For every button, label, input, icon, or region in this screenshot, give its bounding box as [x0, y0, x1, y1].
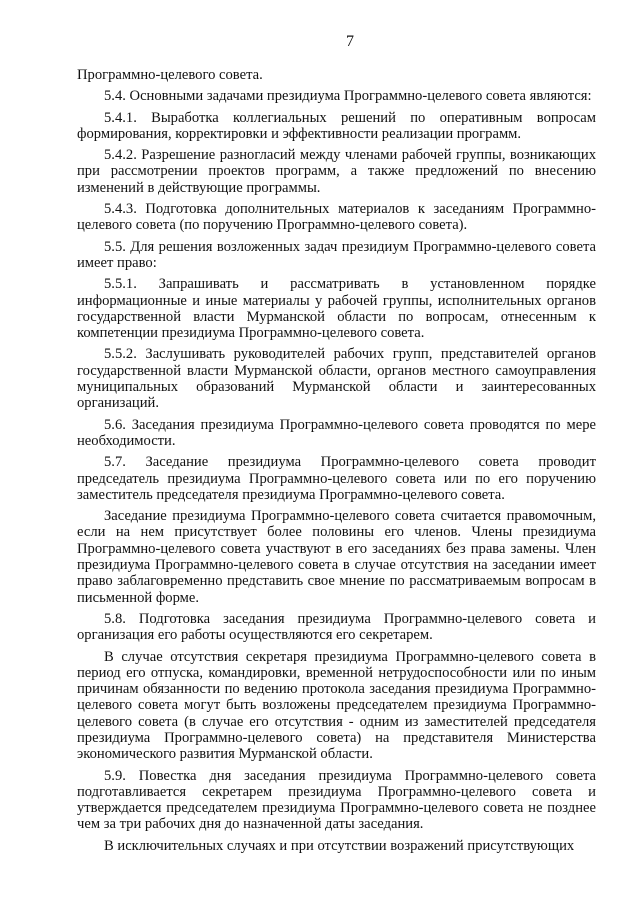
paragraph-continuation: Программно-целевого совета.: [77, 67, 263, 83]
document-body: [77, 67, 596, 854]
paragraph-5-6: 5.6. Заседания президиума Программно-целевого совета проводятся по мере необходимости.: [77, 416, 596, 449]
page-number: 7: [346, 33, 354, 50]
paragraph-5-4-2: 5.4.2. Разрешение разногласий между членами рабочей группы, возникающих при рассмотрении проектов программ, а также предложений по внесению изменений в действующие программы.: [77, 147, 596, 196]
paragraph-5-7: 5.7. Заседание президиума Программно-целевого совета проводит председатель президиума Программно-целевого совета или по его поручению заместитель председателя президиума Программно-целевого совета.: [77, 454, 596, 503]
paragraph-5-4-3: 5.4.3. Подготовка дополнительных материалов к заседаниям Программно-целевого совета (по поручению Программно-целевого совета).: [77, 201, 596, 234]
paragraph-5-5-2: 5.5.2. Заслушивать руководителей рабочих групп, представителей органов государственной власти Мурманской области, органов местного самоуправления муниципальных образований Мурманской области и заинтересованных организаций.: [77, 346, 596, 412]
paragraph-5-5-1: 5.5.1. Запрашивать и рассматривать в установленном порядке информационные и иные материалы у рабочей группы, исполнительных органов государственной власти Мурманской области по вопросам, отнесенным к компетенции президиума Программно-целевого совета.: [77, 276, 596, 342]
paragraph-5-9: 5.9. Повестка дня заседания президиума Программно-целевого совета подготавливается секретарем президиума Программно-целевого совета и утверждается председателем президиума Программно-целевого совета не позднее чем за три рабочих дня до назначенной даты заседания.: [77, 767, 596, 833]
paragraph-5-4: 5.4. Основными задачами президиума Программно-целевого совета являются:: [104, 88, 592, 105]
paragraph-5-8: 5.8. Подготовка заседания президиума Программно-целевого совета и организация его работы осуществляются его секретарем.: [77, 610, 596, 644]
paragraph-quorum: Заседание президиума Программно-целевого совета считается правомочным, если на нем присутствует более половины его членов. Члены президиума Программно-целевого совета участвуют в его заседаниях без права замены. Член президиума Программно-целевого совета в случае отсутствия на заседании имеет право заблаговременно представить свое мнение по рассматриваемым вопросам в письменной форме.: [77, 508, 596, 606]
paragraph-secretary-absence: В случае отсутствия секретаря президиума Программно-целевого совета в период его отпуска, командировки, временной нетрудоспособности или по иным причинам обязанности по ведению протокола заседания президиума Программно-целевого совета могут быть возложены председателем президиума Программно-целевого совета (в случае его отсутствия - одним из заместителей председателя президиума Программно-целевого совета) на представителя Министерства экономического развития Мурманской области.: [77, 648, 596, 763]
paragraph-5-4-1: 5.4.1. Выработка коллегиальных решений по оперативным вопросам формирования, корректировки и эффективности реализации программ.: [77, 109, 596, 142]
paragraph-5-5: 5.5. Для решения возложенных задач президиум Программно-целевого совета имеет право:: [77, 238, 596, 271]
paragraph-exceptional-cases: В исключительных случаях и при отсутствии возражений присутствующих: [104, 837, 575, 854]
